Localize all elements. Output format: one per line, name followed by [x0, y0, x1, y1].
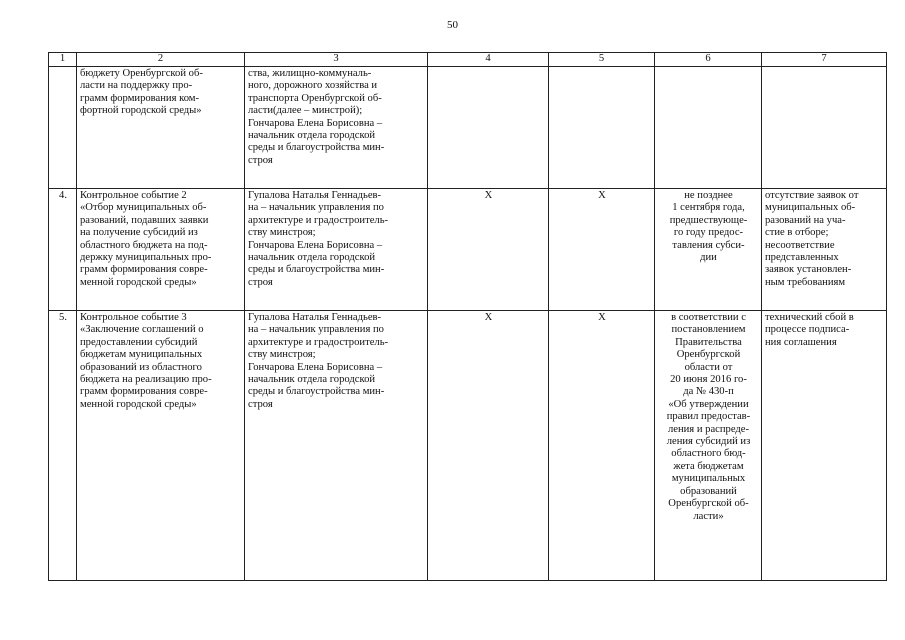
event-cell: Контрольное событие 3 «Заключение соглашений о предоставлении субсидий бюджетам муниципальных образований из областного бюджета на реализацию про- грамм формирования совре- менной городской среды»	[77, 311, 245, 581]
deadline-cell: в соответствии с постановлением Правительства Оренбургской области от 20 июня 2016 го- да № 430-п «Об утверждении правил предостав- ления и распреде- ления субсидий из областного бюд- жета бюджетам муниципальных образований Оренбургской об- ласти»	[655, 311, 762, 581]
table-row	[49, 311, 887, 581]
column-header: 1	[49, 53, 77, 67]
column-header: 2	[77, 53, 245, 67]
column-header: 3	[245, 53, 428, 67]
risk-cell: отсутствие заявок от муниципальных об- разований на уча- стие в отборе; несоответствие представленных заявок установлен- ным требованиям	[762, 189, 887, 311]
event-cell: Контрольное событие 2 «Отбор муниципальных об- разований, подавших заявки на получение субсидий из областного бюджета на под- держку муниципальных про- грамм формирования совре- менной городской среды»	[77, 189, 245, 311]
column-header: 7	[762, 53, 887, 67]
column-header: 5	[549, 53, 655, 67]
col4-cell: X	[428, 189, 549, 311]
row-number-cell: 5.	[49, 311, 77, 581]
col4-cell	[428, 67, 549, 189]
deadline-cell	[655, 67, 762, 189]
table-row	[49, 67, 887, 189]
event-cell: бюджету Оренбургской об- ласти на поддержку про- грамм формирования ком- фортной городской среды»	[77, 67, 245, 189]
deadline-cell: не позднее 1 сентября года, предшествующе- го году предос- тавления субси- дии	[655, 189, 762, 311]
responsible-cell: Гупалова Наталья Геннадьев- на – начальник управления по архитектуре и градостроитель- ству минстроя; Гончарова Елена Борисовна – начальник отдела городской среды и благоустройства мин- строя	[245, 311, 428, 581]
table-header-row	[49, 53, 887, 67]
control-events-table	[48, 52, 887, 581]
col5-cell: X	[549, 311, 655, 581]
column-header: 6	[655, 53, 762, 67]
col4-cell: X	[428, 311, 549, 581]
table-row	[49, 189, 887, 311]
risk-cell	[762, 67, 887, 189]
col5-cell	[549, 67, 655, 189]
column-header: 4	[428, 53, 549, 67]
col5-cell: X	[549, 189, 655, 311]
responsible-cell: ства, жилищно-коммуналь- ного, дорожного хозяйства и транспорта Оренбургской об- ласти(далее – минстрой); Гончарова Елена Борисовна – начальник отдела городской среды и благоустройства мин- строя	[245, 67, 428, 189]
row-number-cell: 4.	[49, 189, 77, 311]
risk-cell: технический сбой в процессе подписа- ния соглашения	[762, 311, 887, 581]
page-number: 50	[447, 19, 458, 31]
responsible-cell: Гупалова Наталья Геннадьев- на – начальник управления по архитектуре и градостроитель- ству минстроя; Гончарова Елена Борисовна – начальник отдела городской среды и благоустройства мин- строя	[245, 189, 428, 311]
row-number-cell	[49, 67, 77, 189]
